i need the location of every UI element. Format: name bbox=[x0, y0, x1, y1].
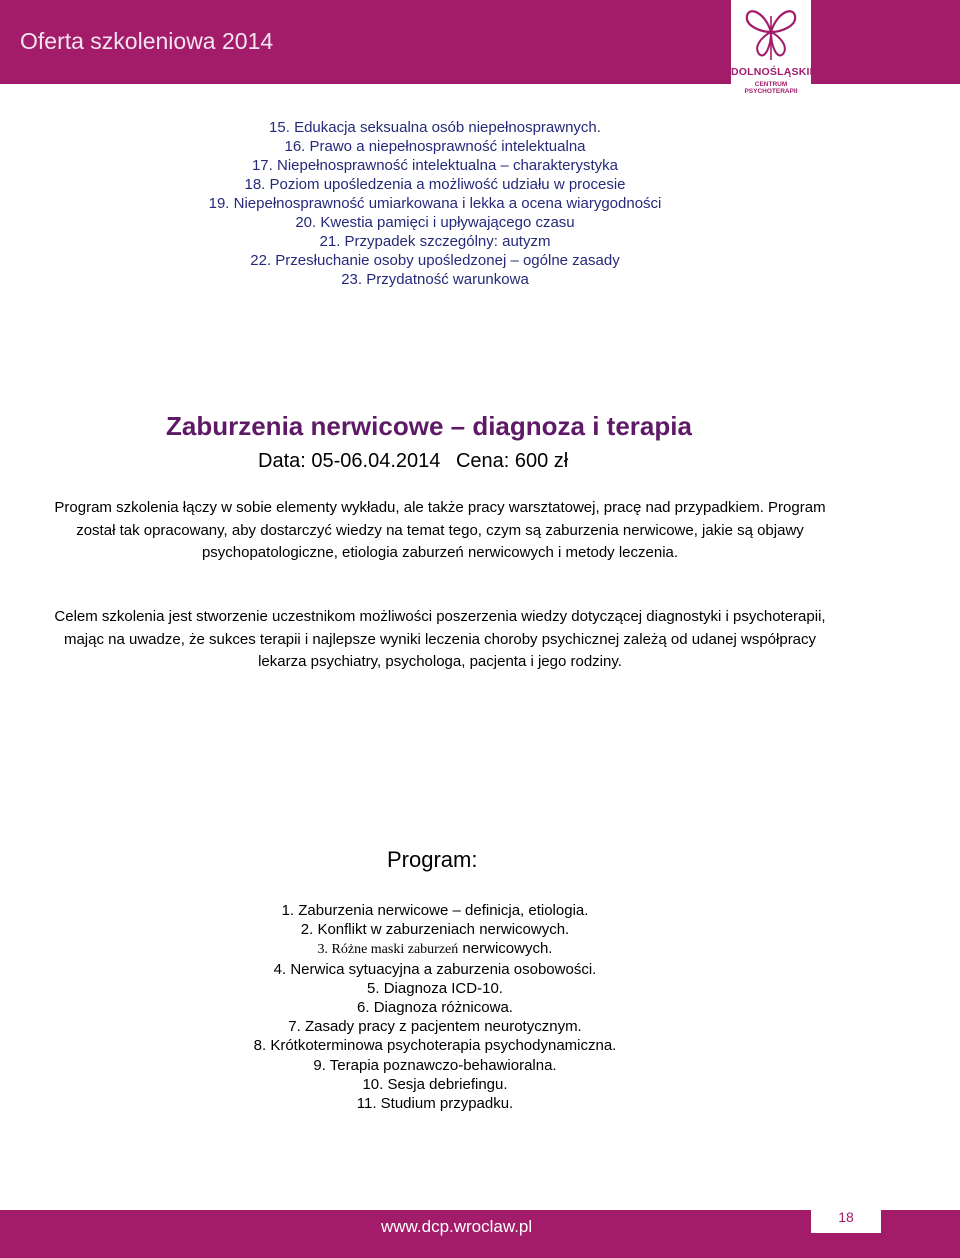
list-item: 23. Przydatność warunkowa bbox=[341, 271, 529, 288]
list-item: 15. Edukacja seksualna osób niepełnosprawnych. bbox=[269, 119, 601, 136]
page-number: 18 bbox=[838, 1209, 854, 1225]
course-price: Cena: 600 zł bbox=[455, 450, 569, 472]
list-item: 6. Diagnoza różnicowa. bbox=[357, 999, 513, 1017]
section-title: Zaburzenia nerwicowe – diagnoza i terapia bbox=[166, 411, 692, 441]
program-heading: Program: bbox=[387, 847, 478, 872]
list-item: 11. Studium przypadku. bbox=[356, 1095, 514, 1113]
list-item bbox=[0, 939, 870, 959]
list-item: 16. Prawo a niepełnosprawność intelektualna bbox=[284, 138, 586, 155]
list-item: 10. Sesja debriefingu. bbox=[362, 1075, 508, 1093]
course-meta bbox=[258, 450, 568, 473]
list-item: 4. Nerwica sytuacyjna a zaburzenia osobowości. bbox=[273, 960, 597, 978]
list-item: 20. Kwestia pamięci i upływającego czasu bbox=[295, 214, 575, 231]
list-item: 18. Poziom upośledzenia a możliwość udziału w procesie bbox=[244, 176, 626, 193]
list-item: 17. Niepełnosprawność intelektualna – charakterystyka bbox=[251, 157, 619, 174]
list-item: 8. Krótkoterminowa psychoterapia psychodynamiczna. bbox=[253, 1037, 617, 1055]
logo bbox=[731, 0, 817, 98]
list-item-prefix: 3. Różne maski zaburzeń bbox=[317, 942, 459, 958]
description-paragraph: Program szkolenia łączy w sobie elementy wykładu, ale także pracy warsztatowej, pracę nad przypadkiem. Program został tak opracowany, aby dostarczyć wiedzy na temat tego, czym są zaburzenia nerwicowe, jakie są objawy psychopatologiczne, etiologia zaburzeń nerwicowych i metody leczenia. bbox=[54, 499, 826, 561]
list-item: 2. Konflikt w zaburzeniach nerwicowych. bbox=[300, 921, 570, 939]
list-item: 9. Terapia poznawczo-behawioralna. bbox=[313, 1056, 557, 1074]
top-topic-list bbox=[0, 118, 870, 289]
list-item: 19. Niepełnosprawność umiarkowana i lekka a ocena wiarygodności bbox=[208, 195, 662, 212]
footer-url[interactable]: www.dcp.wroclaw.pl bbox=[381, 1217, 533, 1236]
logo-title: DOLNOŚLĄSKIE bbox=[731, 66, 817, 78]
logo-subtitle: CENTRUM PSYCHOTERAPII bbox=[744, 81, 798, 95]
list-item: 7. Zasady pracy z pacjentem neurotycznym. bbox=[288, 1018, 582, 1036]
list-item: 21. Przypadek szczególny: autyzm bbox=[319, 233, 551, 250]
list-item: 22. Przesłuchanie osoby upośledzonej – ogólne zasady bbox=[250, 252, 620, 269]
list-item: 1. Zaburzenia nerwicowe – definicja, etiologia. bbox=[281, 902, 589, 919]
list-item: 5. Diagnoza ICD-10. bbox=[367, 979, 503, 997]
goal-paragraph: Celem szkolenia jest stworzenie uczestnikom możliwości poszerzenia wiedzy dotyczącej diagnostyki i psychoterapii, mając na uwadze, że sukces terapii i najlepsze wyniki leczenia choroby psychicznej zależą od udanej współpracy lekarza psychiatry, psychologa, pacjenta i jego rodziny. bbox=[54, 608, 826, 670]
list-item-suffix: nerwicowych. bbox=[458, 940, 553, 958]
butterfly-logo-icon bbox=[735, 2, 807, 66]
course-date: Data: 05-06.04.2014 bbox=[258, 450, 441, 472]
page-number-box bbox=[811, 1203, 881, 1234]
header-title: Oferta szkoleniowa 2014 bbox=[20, 28, 274, 54]
program-list bbox=[0, 901, 870, 1113]
